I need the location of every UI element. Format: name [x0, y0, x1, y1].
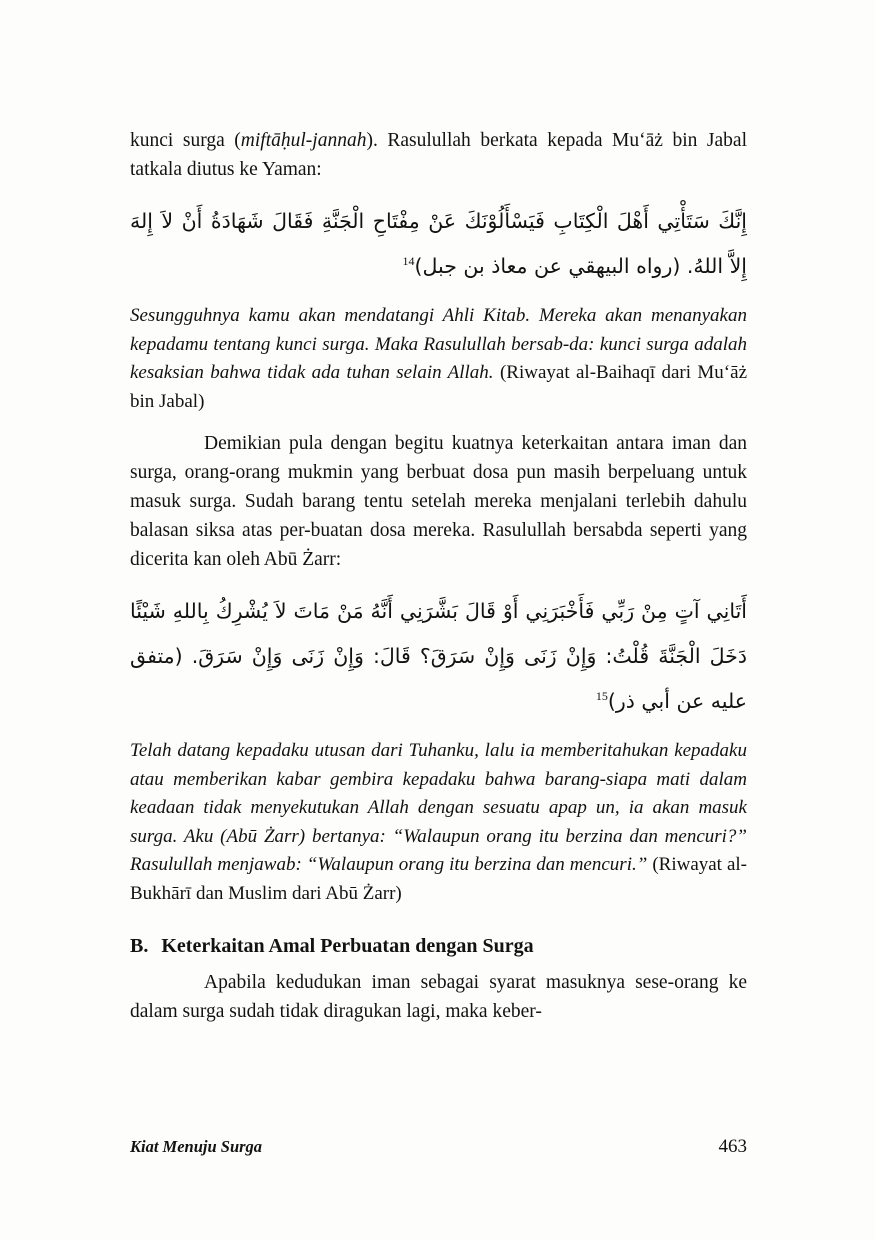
paragraph-intro: [130, 126, 747, 184]
translation-2-text: Telah datang kepadaku utusan dari Tuhanku, lalu ia memberitahukan kepadaku atau memberikan kabar gembira kepadaku bahwa barang-siapa mati dalam keadaan tidak menyekutukan Allah dengan sesuatu apap un, ia akan masuk surga. Aku (Abū Żarr) bertanya: “Walaupun orang itu berzina dan mencuri?” Rasulullah menjawab: “Walaupun orang itu berzina dan mencuri.”: [130, 740, 747, 875]
arabic-hadith-2: [130, 589, 747, 724]
arabic-hadith-1-text: إِنَّكَ سَتَأْتِي أَهْلَ الْكِتَابِ فَيَسْأَلُوْنَكَ عَنْ مِفْتَاحِ الْجَنَّةِ فَقَالَ شَهَادَةُ أَنْ لاَ إِلهَ إِلاَّ اللهُ. (رواه البيهقي عن معاذ بن جبل): [130, 209, 747, 278]
paragraph-body-1: Demikian pula dengan begitu kuatnya keterkaitan antara iman dan surga, orang-orang mukmin yang berbuat dosa pun masih berpeluang untuk masuk surga. Sudah barang tentu setelah mereka menjalani terlebih dahulu balasan siksa atas per-buatan dosa mereka. Rasulullah bersabda seperti yang dicerita kan oleh Abū Żarr:: [130, 433, 747, 570]
paragraph-intro-pre: kunci surga (: [130, 130, 241, 151]
arabic-hadith-2-text: أَتَانِي آتٍ مِنْ رَبِّي فَأَخْبَرَنِي أَوْ قَالَ بَشَّرَنِي أَنَّهُ مَنْ مَاتَ لاَ يُشْرِكُ بِاللهِ شَيْئًا دَخَلَ الْجَنَّةَ قُلْتُ: وَإِنْ زَنَى وَإِنْ سَرَقَ؟ قَالَ: وَإِنْ زَنَى وَإِنْ سَرَقَ. (متفق عليه عن أبي ذر): [130, 599, 747, 713]
paragraph-body-2: Apabila kedudukan iman sebagai syarat masuknya sese-orang ke dalam surga sudah tidak diragukan lagi, maka keber-: [130, 972, 747, 1022]
translation-hadith-1: [130, 302, 747, 416]
translation-1-text: Sesungguhnya kamu akan mendatangi Ahli Kitab. Mereka akan menanyakan kepadamu tentang kunci surga. Maka Rasulullah bersab-da: kunci surga adalah kesaksian bahwa tidak ada tuhan selain Allah.: [130, 305, 747, 383]
translation-2-attribution: (Riwayat al-Bukhārī dan Muslim dari Abū Żarr): [130, 854, 748, 904]
footer-book-title: Kiat Menuju Surga: [130, 1137, 263, 1156]
footnote-ref-14: 14: [402, 254, 415, 269]
page-content: [130, 126, 747, 1026]
footnote-ref-15: 15: [595, 689, 608, 704]
page-footer: [130, 1136, 747, 1158]
translation-hadith-2: [130, 737, 747, 908]
section-heading-text: Keterkaitan Amal Perbuatan dengan Surga: [161, 935, 534, 957]
section-heading-b: [130, 933, 747, 959]
section-heading-label: B.: [130, 935, 149, 957]
translation-1-attribution: (Riwayat al-Baihaqī dari Muʻāż bin Jabal): [130, 362, 748, 412]
paragraph-intro-post: ). Rasulullah berkata kepada Muʻāż bin Jabal tatkala diutus ke Yaman:: [130, 130, 747, 180]
arabic-hadith-1: [130, 199, 747, 289]
arabic-term-transliteration: miftāḥul-jannah: [240, 130, 367, 151]
footer-page-number: 463: [718, 1136, 747, 1157]
